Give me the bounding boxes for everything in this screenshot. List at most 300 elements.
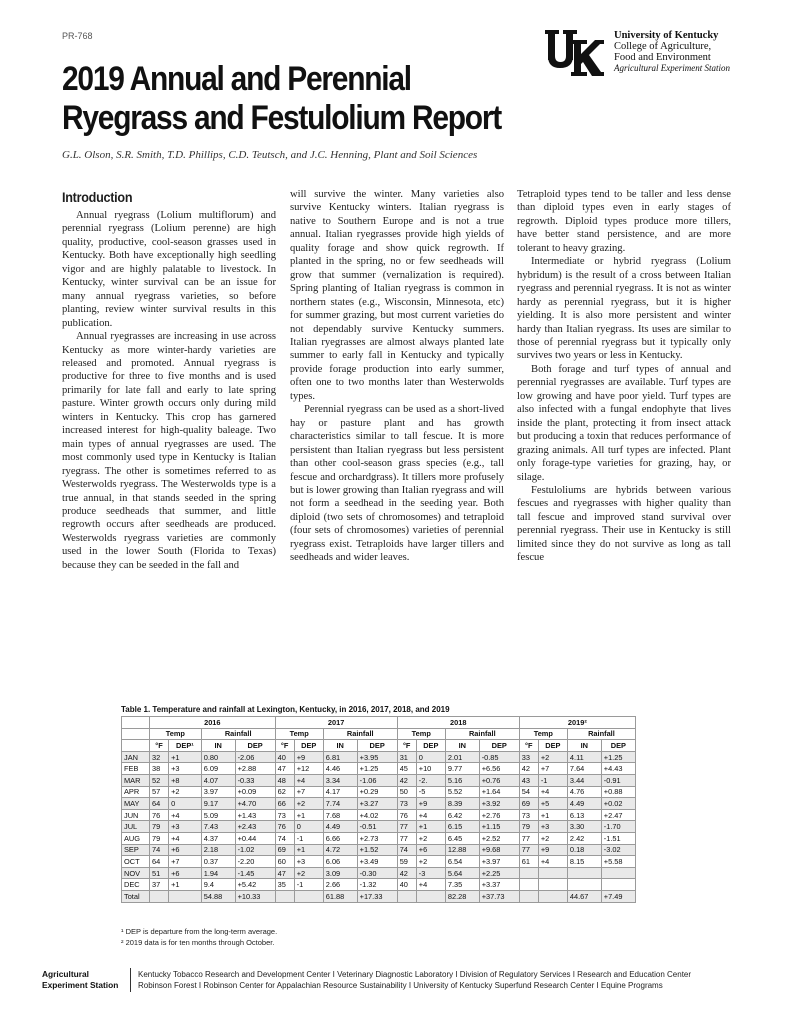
unit-header: DEP¹	[169, 740, 202, 752]
unit-header: °F	[275, 740, 294, 752]
table-cell: 42	[519, 763, 538, 775]
table-cell: -2.20	[235, 856, 275, 868]
unit-header: DEP	[479, 740, 519, 752]
title-line-1: 2019 Annual and Perennial	[62, 60, 411, 98]
table-cell: -1.51	[601, 832, 635, 844]
table-cell: 48	[275, 774, 294, 786]
table-cell: 0.80	[201, 751, 235, 763]
month-cell: AUG	[122, 832, 150, 844]
table-cell: 6.13	[567, 809, 601, 821]
table-cell: 47	[275, 867, 294, 879]
month-cell: JAN	[122, 751, 150, 763]
table-cell: +6	[416, 844, 445, 856]
table-cell: 62	[275, 786, 294, 798]
table-cell: 4.46	[323, 763, 357, 775]
table-cell: 7.35	[445, 879, 479, 891]
footer-programs	[138, 969, 691, 991]
table-cell: 40	[397, 879, 416, 891]
table-row	[122, 751, 636, 763]
month-cell: SEP	[122, 844, 150, 856]
table-cell: -1.02	[235, 844, 275, 856]
table-cell: 52	[150, 774, 169, 786]
table-row	[122, 763, 636, 775]
table-cell: +6	[169, 867, 202, 879]
table-row	[122, 844, 636, 856]
uk-logo-icon	[545, 30, 605, 76]
table-cell: +2	[294, 867, 323, 879]
table-cell: -3	[416, 867, 445, 879]
table-cell: 4.17	[323, 786, 357, 798]
table-cell: +1.64	[479, 786, 519, 798]
table-cell: 76	[275, 821, 294, 833]
month-cell: NOV	[122, 867, 150, 879]
table-cell: +3.27	[357, 798, 397, 810]
table-cell: +2.76	[479, 809, 519, 821]
table-cell: +4	[416, 809, 445, 821]
table-cell: 6.15	[445, 821, 479, 833]
table-cell: -1.32	[357, 879, 397, 891]
table-cell: +1.25	[357, 763, 397, 775]
table-cell: 74	[275, 832, 294, 844]
page-title	[62, 60, 502, 138]
column-1	[62, 188, 276, 572]
year-header: 2019²	[519, 717, 635, 729]
unit-header: IN	[323, 740, 357, 752]
column-2	[290, 188, 504, 565]
table-cell: +0.44	[235, 832, 275, 844]
footer-station-line-1: Agricultural	[42, 969, 89, 979]
table-cell: 74	[397, 844, 416, 856]
table-cell: -1.70	[601, 821, 635, 833]
table-cell	[169, 890, 202, 902]
corner-cell	[122, 717, 150, 729]
table-cell: 3.97	[201, 786, 235, 798]
table-cell	[601, 867, 635, 879]
table-row	[122, 879, 636, 891]
table-cell: 3.44	[567, 774, 601, 786]
table-cell: +2	[538, 832, 567, 844]
table-cell: 77	[397, 832, 416, 844]
table-cell: 45	[397, 763, 416, 775]
table-body	[122, 751, 636, 902]
unit-header-row	[122, 740, 636, 752]
table-cell: 3.30	[567, 821, 601, 833]
table-cell: +4	[169, 832, 202, 844]
table-cell: +3	[169, 821, 202, 833]
paragraph: Annual ryegrass (Lolium multiflorum) and perennial ryegrass (Lolium perenne) are high quality, productive, cool-season grasses used in Kentucky. Both have exceptionally high seedling vigor and are highly palatable to livestock. In Kentucky, winter survival can be an issue for many annual ryegrass varieties, so before planting, review winter survival results in this publication.	[62, 210, 276, 329]
table-cell	[601, 879, 635, 891]
table-cell: -1.06	[357, 774, 397, 786]
table-cell: +2	[294, 798, 323, 810]
table-cell: 69	[519, 798, 538, 810]
table-cell: 42	[397, 774, 416, 786]
footnote-2: ² 2019 data is for ten months through October.	[121, 938, 275, 947]
table-cell: 64	[150, 856, 169, 868]
table-cell: 9.4	[201, 879, 235, 891]
table-cell: 73	[519, 809, 538, 821]
table-cell: 4.49	[567, 798, 601, 810]
table-cell: 31	[397, 751, 416, 763]
table-cell: +5.42	[235, 879, 275, 891]
table-cell: 57	[150, 786, 169, 798]
table-cell: +0.29	[357, 786, 397, 798]
year-header: 2018	[397, 717, 519, 729]
table-cell: -5	[416, 786, 445, 798]
paragraph: Both forage and turf types of annual and perennial ryegrasses are available. Turf types are low growing and have poor yield. Turf types are also infected with a fungal endophyte that lives inside the plant, protecting it from insect attack but producing a toxin that reduces performance of grazing animals. All turf types are infected. Plant only forage-type varieties for grazing, hay, or silage.	[517, 363, 731, 483]
table-cell: 6.45	[445, 832, 479, 844]
table-cell: 74	[150, 844, 169, 856]
table-cell: +9	[294, 751, 323, 763]
table-cell: +4	[538, 856, 567, 868]
paragraph: Tetraploid types tend to be taller and less dense than diploid types even in early stages of regrowth. Diploid types produce more tillers, have better stand persistence, and are more tolerant to heavy grazing.	[517, 189, 731, 254]
table-cell: 37	[150, 879, 169, 891]
weather-table	[121, 716, 636, 903]
table-cell: +2	[538, 751, 567, 763]
table-cell	[416, 890, 445, 902]
table-cell: +3.95	[357, 751, 397, 763]
table-cell: +10.33	[235, 890, 275, 902]
table-cell: 0.37	[201, 856, 235, 868]
table-cell: 6.09	[201, 763, 235, 775]
table-cell: 38	[150, 763, 169, 775]
month-cell: APR	[122, 786, 150, 798]
table-cell: 6.06	[323, 856, 357, 868]
year-header: 2016	[150, 717, 276, 729]
table-cell: -1	[294, 879, 323, 891]
table-cell: 47	[275, 763, 294, 775]
table-cell: 60	[275, 856, 294, 868]
table-cell: 7.64	[567, 763, 601, 775]
table-cell: 79	[519, 821, 538, 833]
paragraph: Annual ryegrasses are increasing in use across Kentucky as more winter-hardy varieties are released and promoted. Annual ryegrass is productive for three to five months and is used primarily for late fall and early to late spring pasture. Winter growth occurs only during mild winters in Kentucky. This crop has garnered increased interest for high-quality baleage. Two main types of annual ryegrasses are used. The most commonly used type in Kentucky is Italian ryegrass. The other is sometimes referred to as Westerwolds ryegrass. The Westerwolds type is a true annual, in that stands seeded in the spring produce seedheads that summer, and little regrowth occurs after seedheads are produced. Westerwolds ryegrass varieties are commonly used in the lower South (Florida to Texas) because they can be seeded in the fall and	[62, 331, 276, 571]
table-cell: +4	[169, 809, 202, 821]
table-cell: +4.70	[235, 798, 275, 810]
table-cell: +1	[416, 821, 445, 833]
table-cell: 54	[519, 786, 538, 798]
table-cell	[294, 890, 323, 902]
table-cell: +4.02	[357, 809, 397, 821]
group-header: Rainfall	[445, 728, 519, 740]
table-cell: 8.39	[445, 798, 479, 810]
table-cell: +2.47	[601, 809, 635, 821]
authors: G.L. Olson, S.R. Smith, T.D. Phillips, C.D. Teutsch, and J.C. Henning, Plant and Soil Sciences	[62, 149, 478, 161]
college-line-1: College of Agriculture,	[614, 41, 712, 52]
table-cell: 7.43	[201, 821, 235, 833]
month-cell: JUN	[122, 809, 150, 821]
table-cell: +2.43	[235, 821, 275, 833]
experiment-station: Agricultural Experiment Station	[614, 63, 730, 73]
table-cell: +37.73	[479, 890, 519, 902]
table-cell: 59	[397, 856, 416, 868]
table-row	[122, 798, 636, 810]
table-cell: 0.18	[567, 844, 601, 856]
table-row	[122, 856, 636, 868]
unit-header: DEP	[294, 740, 323, 752]
table-cell: 4.72	[323, 844, 357, 856]
table-cell: 4.37	[201, 832, 235, 844]
table-cell: -0.30	[357, 867, 397, 879]
footer-station-line-2: Experiment Station	[42, 980, 119, 990]
table-row	[122, 832, 636, 844]
footer-programs-line-1: Kentucky Tobacco Research and Development Center I Veterinary Diagnostic Laboratory I Division of Regulatory Services I Research and Education Center	[138, 970, 692, 979]
table-cell: 9.17	[201, 798, 235, 810]
table-cell: 2.18	[201, 844, 235, 856]
unit-header: DEP	[538, 740, 567, 752]
table-cell: 40	[275, 751, 294, 763]
table-cell: 6.42	[445, 809, 479, 821]
table-cell: 4.49	[323, 821, 357, 833]
table-cell: +2.52	[479, 832, 519, 844]
table-cell: 7.68	[323, 809, 357, 821]
table-cell: +0.88	[601, 786, 635, 798]
table-cell	[519, 890, 538, 902]
university-name: University of Kentucky	[614, 30, 719, 41]
table-cell: +6	[169, 844, 202, 856]
table-cell: +1.15	[479, 821, 519, 833]
table-cell: +7.49	[601, 890, 635, 902]
table-cell	[538, 867, 567, 879]
table-row	[122, 809, 636, 821]
table-cell: -1.45	[235, 867, 275, 879]
group-header: Temp	[275, 728, 323, 740]
table-cell	[567, 879, 601, 891]
table-row	[122, 774, 636, 786]
table-cell: +9.68	[479, 844, 519, 856]
table-cell: +1	[294, 809, 323, 821]
table-cell: 79	[150, 832, 169, 844]
table-cell: 5.16	[445, 774, 479, 786]
table-cell: +3.97	[479, 856, 519, 868]
table-cell: +7	[169, 856, 202, 868]
unit-header: IN	[567, 740, 601, 752]
table-cell: 6.66	[323, 832, 357, 844]
section-heading: Introduction	[62, 189, 133, 205]
table-cell: 6.81	[323, 751, 357, 763]
table-cell: 44.67	[567, 890, 601, 902]
table-cell: 51	[150, 867, 169, 879]
table-cell: -1	[294, 832, 323, 844]
paragraph: will survive the winter. Many varieties also survive Kentucky winters. Italian ryegrass is native to Southern Europe and is not a true annual. Italian ryegrasses provide high yields of quality forage and show quick regrowth. If planted in the spring, no or few seedheads will grow that summer (vernalization is required). Spring planting of Italian ryegrass is common in northern states (e.g., Wisconsin, Minnesota, etc) for summer grazing, but most current varieties do not dependably survive Kentucky summers. Italian ryegrasses are almost always planted late summer to early fall in Kentucky and typically provide forage production into early summer, often one to two months later than Westerwolds types.	[290, 189, 504, 402]
month-cell: MAY	[122, 798, 150, 810]
table-cell: +7	[538, 763, 567, 775]
table-cell: +7	[294, 786, 323, 798]
table-cell: 54.88	[201, 890, 235, 902]
unit-header: °F	[150, 740, 169, 752]
table-cell	[538, 890, 567, 902]
table-cell: 2.42	[567, 832, 601, 844]
month-cell: JUL	[122, 821, 150, 833]
corner-cell	[122, 740, 150, 752]
month-cell: DEC	[122, 879, 150, 891]
table-cell: +5	[538, 798, 567, 810]
month-cell: OCT	[122, 856, 150, 868]
table-cell: -2.06	[235, 751, 275, 763]
table-cell: 4.07	[201, 774, 235, 786]
table-cell: 35	[275, 879, 294, 891]
table-cell: 3.34	[323, 774, 357, 786]
table-cell: 66	[275, 798, 294, 810]
month-cell: Total	[122, 890, 150, 902]
table-cell: 6.54	[445, 856, 479, 868]
table-cell: -2.	[416, 774, 445, 786]
table-cell: +3.49	[357, 856, 397, 868]
paragraph: Perennial ryegrass can be used as a short-lived hay or pasture plant and has growth characteristics similar to tall fescue. It is more persistent than Italian ryegrass but less persistent than other cool-season grass species (e.g., tall fescue and orchardgrass). It tillers more profusely but is lower growing than Italian ryegrass and will not form a seedhead in the seeding year. Both diploid (two sets of chromosomes) and tetraploid (four sets of chromosomes) varieties of perennial ryegrass exist. Tetraploids have larger tillers and seedheads and wider leaves.	[290, 404, 504, 564]
table-cell: +9	[416, 798, 445, 810]
table-cell: +1.43	[235, 809, 275, 821]
table-cell: 0	[416, 751, 445, 763]
paragraph: Intermediate or hybrid ryegrass (Lolium hybridum) is the result of a cross between Italian ryegrass and perennial ryegrass. It is not as winter hardy as perennial ryegrass, but it is higher yielding. It is also more persistent and winter hardy than Italian ryegrass. Its uses are similar to those of perennial ryegrass but it typically only survives two years or less in Kentucky.	[517, 256, 731, 362]
table-cell: +4.43	[601, 763, 635, 775]
table-cell: 5.52	[445, 786, 479, 798]
table-cell: -0.85	[479, 751, 519, 763]
table-cell: +3	[538, 821, 567, 833]
college-line-2: Food and Environment	[614, 52, 711, 63]
table-cell: +1	[169, 879, 202, 891]
column-3	[517, 188, 731, 565]
unit-header: DEP	[416, 740, 445, 752]
group-header-row	[122, 728, 636, 740]
table-cell: 42	[397, 867, 416, 879]
table-cell: +0.76	[479, 774, 519, 786]
unit-header: DEP	[235, 740, 275, 752]
title-line-2: Ryegrass and Festulolium Report	[62, 99, 501, 137]
table-cell: +1	[294, 844, 323, 856]
footer-station	[42, 969, 118, 991]
table-cell: 64	[150, 798, 169, 810]
table-cell: -1	[538, 774, 567, 786]
table-cell	[150, 890, 169, 902]
university-block	[614, 30, 730, 74]
table-cell: 61.88	[323, 890, 357, 902]
table-cell: 76	[397, 809, 416, 821]
table-cell	[519, 879, 538, 891]
table-cell: +0.09	[235, 786, 275, 798]
table-cell: 4.11	[567, 751, 601, 763]
table-cell: -0.51	[357, 821, 397, 833]
month-cell: FEB	[122, 763, 150, 775]
table-cell: +1	[169, 751, 202, 763]
footer-programs-line-2: Robinson Forest I Robinson Center for Appalachian Resource Sustainability I University of Kentucky Superfund Research Center I Equine Programs	[138, 981, 663, 990]
group-header: Rainfall	[323, 728, 397, 740]
table-cell: +2.88	[235, 763, 275, 775]
table-cell	[538, 879, 567, 891]
table-cell: +8	[169, 774, 202, 786]
table-cell: 61	[519, 856, 538, 868]
table-cell: +0.02	[601, 798, 635, 810]
table-cell: 2.66	[323, 879, 357, 891]
table-cell: 43	[519, 774, 538, 786]
table-cell	[519, 867, 538, 879]
table-cell: 3.09	[323, 867, 357, 879]
table-cell: 2.01	[445, 751, 479, 763]
paragraph: Festuloliums are hybrids between various fescues and ryegrasses with higher quality than tall fescue and improved stand survival over perennial ryegrass. Their use in Kentucky is still limited since they do not survive as long as tall fescue	[517, 484, 731, 564]
unit-header: DEP	[357, 740, 397, 752]
table-cell	[567, 867, 601, 879]
group-header: Temp	[150, 728, 202, 740]
table-cell: 9.77	[445, 763, 479, 775]
table-cell: +2.73	[357, 832, 397, 844]
table-cell: +3.92	[479, 798, 519, 810]
table-cell: +4	[416, 879, 445, 891]
year-header: 2017	[275, 717, 397, 729]
table-row	[122, 890, 636, 902]
table-cell: 77	[397, 821, 416, 833]
table-cell: 12.88	[445, 844, 479, 856]
table-cell: 1.94	[201, 867, 235, 879]
month-cell: MAR	[122, 774, 150, 786]
table-cell: 0	[294, 821, 323, 833]
table-cell: 33	[519, 751, 538, 763]
group-header: Temp	[519, 728, 567, 740]
table-cell: 73	[397, 798, 416, 810]
footnote-1: ¹ DEP is departure from the long-term average.	[121, 927, 278, 936]
table-cell: +10	[416, 763, 445, 775]
table-cell: +4	[294, 774, 323, 786]
table-cell: -3.02	[601, 844, 635, 856]
table-cell: +9	[538, 844, 567, 856]
table-cell: 73	[275, 809, 294, 821]
table-cell: +12	[294, 763, 323, 775]
table-cell: 69	[275, 844, 294, 856]
table-cell: +3.37	[479, 879, 519, 891]
table-cell: +5.58	[601, 856, 635, 868]
unit-header: IN	[445, 740, 479, 752]
table-cell: 82.28	[445, 890, 479, 902]
table-cell: +3	[294, 856, 323, 868]
unit-header: DEP	[601, 740, 635, 752]
table-cell: +17.33	[357, 890, 397, 902]
footer-divider	[130, 968, 131, 992]
table-cell: 32	[150, 751, 169, 763]
table-cell: 7.74	[323, 798, 357, 810]
table-cell: 0	[169, 798, 202, 810]
table-cell: +4	[538, 786, 567, 798]
table-cell: 77	[519, 832, 538, 844]
table-cell: 8.15	[567, 856, 601, 868]
table-cell: +1	[538, 809, 567, 821]
publication-code: PR-768	[62, 31, 93, 41]
unit-header: °F	[397, 740, 416, 752]
table-cell	[397, 890, 416, 902]
group-header: Rainfall	[201, 728, 275, 740]
table-row	[122, 786, 636, 798]
table-cell: +2	[416, 832, 445, 844]
table-cell: +2.25	[479, 867, 519, 879]
table-row	[122, 867, 636, 879]
unit-header: °F	[519, 740, 538, 752]
table-cell: +3	[169, 763, 202, 775]
table-cell: 5.09	[201, 809, 235, 821]
table-cell	[275, 890, 294, 902]
group-header: Temp	[397, 728, 445, 740]
table-row	[122, 821, 636, 833]
table-cell: 4.76	[567, 786, 601, 798]
table-caption: Table 1. Temperature and rainfall at Lexington, Kentucky, in 2016, 2017, 2018, and 2019	[121, 705, 450, 714]
table-cell: +1.25	[601, 751, 635, 763]
table-cell: 79	[150, 821, 169, 833]
table-cell: -0.33	[235, 774, 275, 786]
table-cell: -0.91	[601, 774, 635, 786]
table-cell: 76	[150, 809, 169, 821]
table-cell: +6.56	[479, 763, 519, 775]
corner-cell	[122, 728, 150, 740]
table-cell: +2	[416, 856, 445, 868]
group-header: Rainfall	[567, 728, 635, 740]
table-cell: 50	[397, 786, 416, 798]
unit-header: IN	[201, 740, 235, 752]
table-cell: +2	[169, 786, 202, 798]
table-cell: 5.64	[445, 867, 479, 879]
